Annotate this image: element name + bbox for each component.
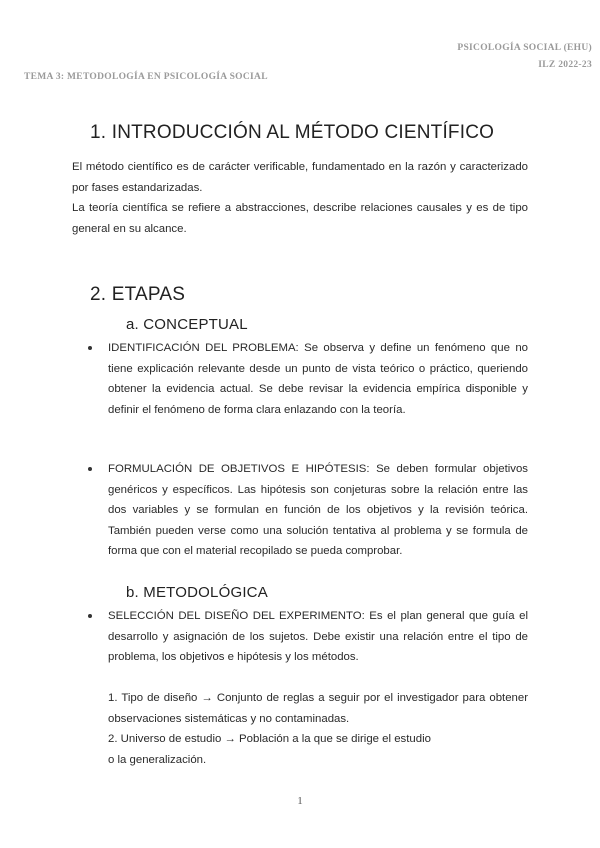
header-year: ILZ 2022-23 — [538, 60, 592, 70]
section-1-body — [72, 157, 528, 239]
bullet-item — [88, 338, 528, 420]
header-topic: TEMA 3: METODOLOGÍA EN PSICOLOGÍA SOCIAL — [24, 72, 268, 82]
bullet-text: SELECCIÓN DEL DISEÑO DEL EXPERIMENTO: Es el plan general que guía el desarrollo y asignación de los sujetos. Debe existir una relación entre el tipo de problema, los objetivos e hipótesis y los métodos. — [108, 610, 528, 664]
list-item: o la generalización. — [108, 753, 207, 766]
section-1-paragraph-2: La teoría científica se refiere a abstracciones, describe relaciones causales y es de tipo general en su alcance. — [72, 202, 528, 235]
subsection-a-title: a. CONCEPTUAL — [126, 316, 248, 333]
bullet-dot-icon — [88, 346, 92, 350]
bullet-item — [88, 459, 528, 562]
list-item: 1. Tipo de diseño → Conjunto de reglas a seguir por el investigador para obtener observaciones sistemáticas y no contaminadas. — [108, 692, 528, 725]
subsection-b-title: b. METODOLÓGICA — [126, 584, 268, 601]
section-2-title: 2. ETAPAS — [90, 284, 186, 305]
header-course: PSICOLOGÍA SOCIAL (EHU) — [457, 43, 592, 53]
section-1-title: 1. INTRODUCCIÓN AL MÉTODO CIENTÍFICO — [90, 122, 495, 143]
header-course-info — [457, 40, 592, 74]
page-number: 1 — [297, 795, 303, 807]
bullet-text: IDENTIFICACIÓN DEL PROBLEMA: Se observa y define un fenómeno que no tiene explicación relevante desde un punto de vista teórico o práctico, queriendo obtener la evidencia actual. Se debe revisar la evidencia empírica disponible y definir el fenómeno de forma clara enlazando con la teoría. — [108, 342, 528, 416]
bullet-item — [88, 606, 528, 668]
bullet-text: FORMULACIÓN DE OBJETIVOS E HIPÓTESIS: Se deben formular objetivos genéricos y específicos. Las hipótesis son conjeturas sobre la relación entre las dos variables y se formulan en función de los objetivos y la revisión teórica. También pueden verse como una solución tentativa al problema y se formula de forma que con el material recopilado se pueda comprobar. — [108, 463, 528, 558]
bullet-dot-icon — [88, 467, 92, 471]
section-1-paragraph-1: El método científico es de carácter verificable, fundamentado en la razón y caracterizado por fases estandarizadas. — [72, 161, 528, 194]
bullet-dot-icon — [88, 614, 92, 618]
list-item: 2. Universo de estudio → Población a la que se dirige el estudio — [108, 733, 431, 746]
design-numbered-list — [108, 688, 528, 770]
